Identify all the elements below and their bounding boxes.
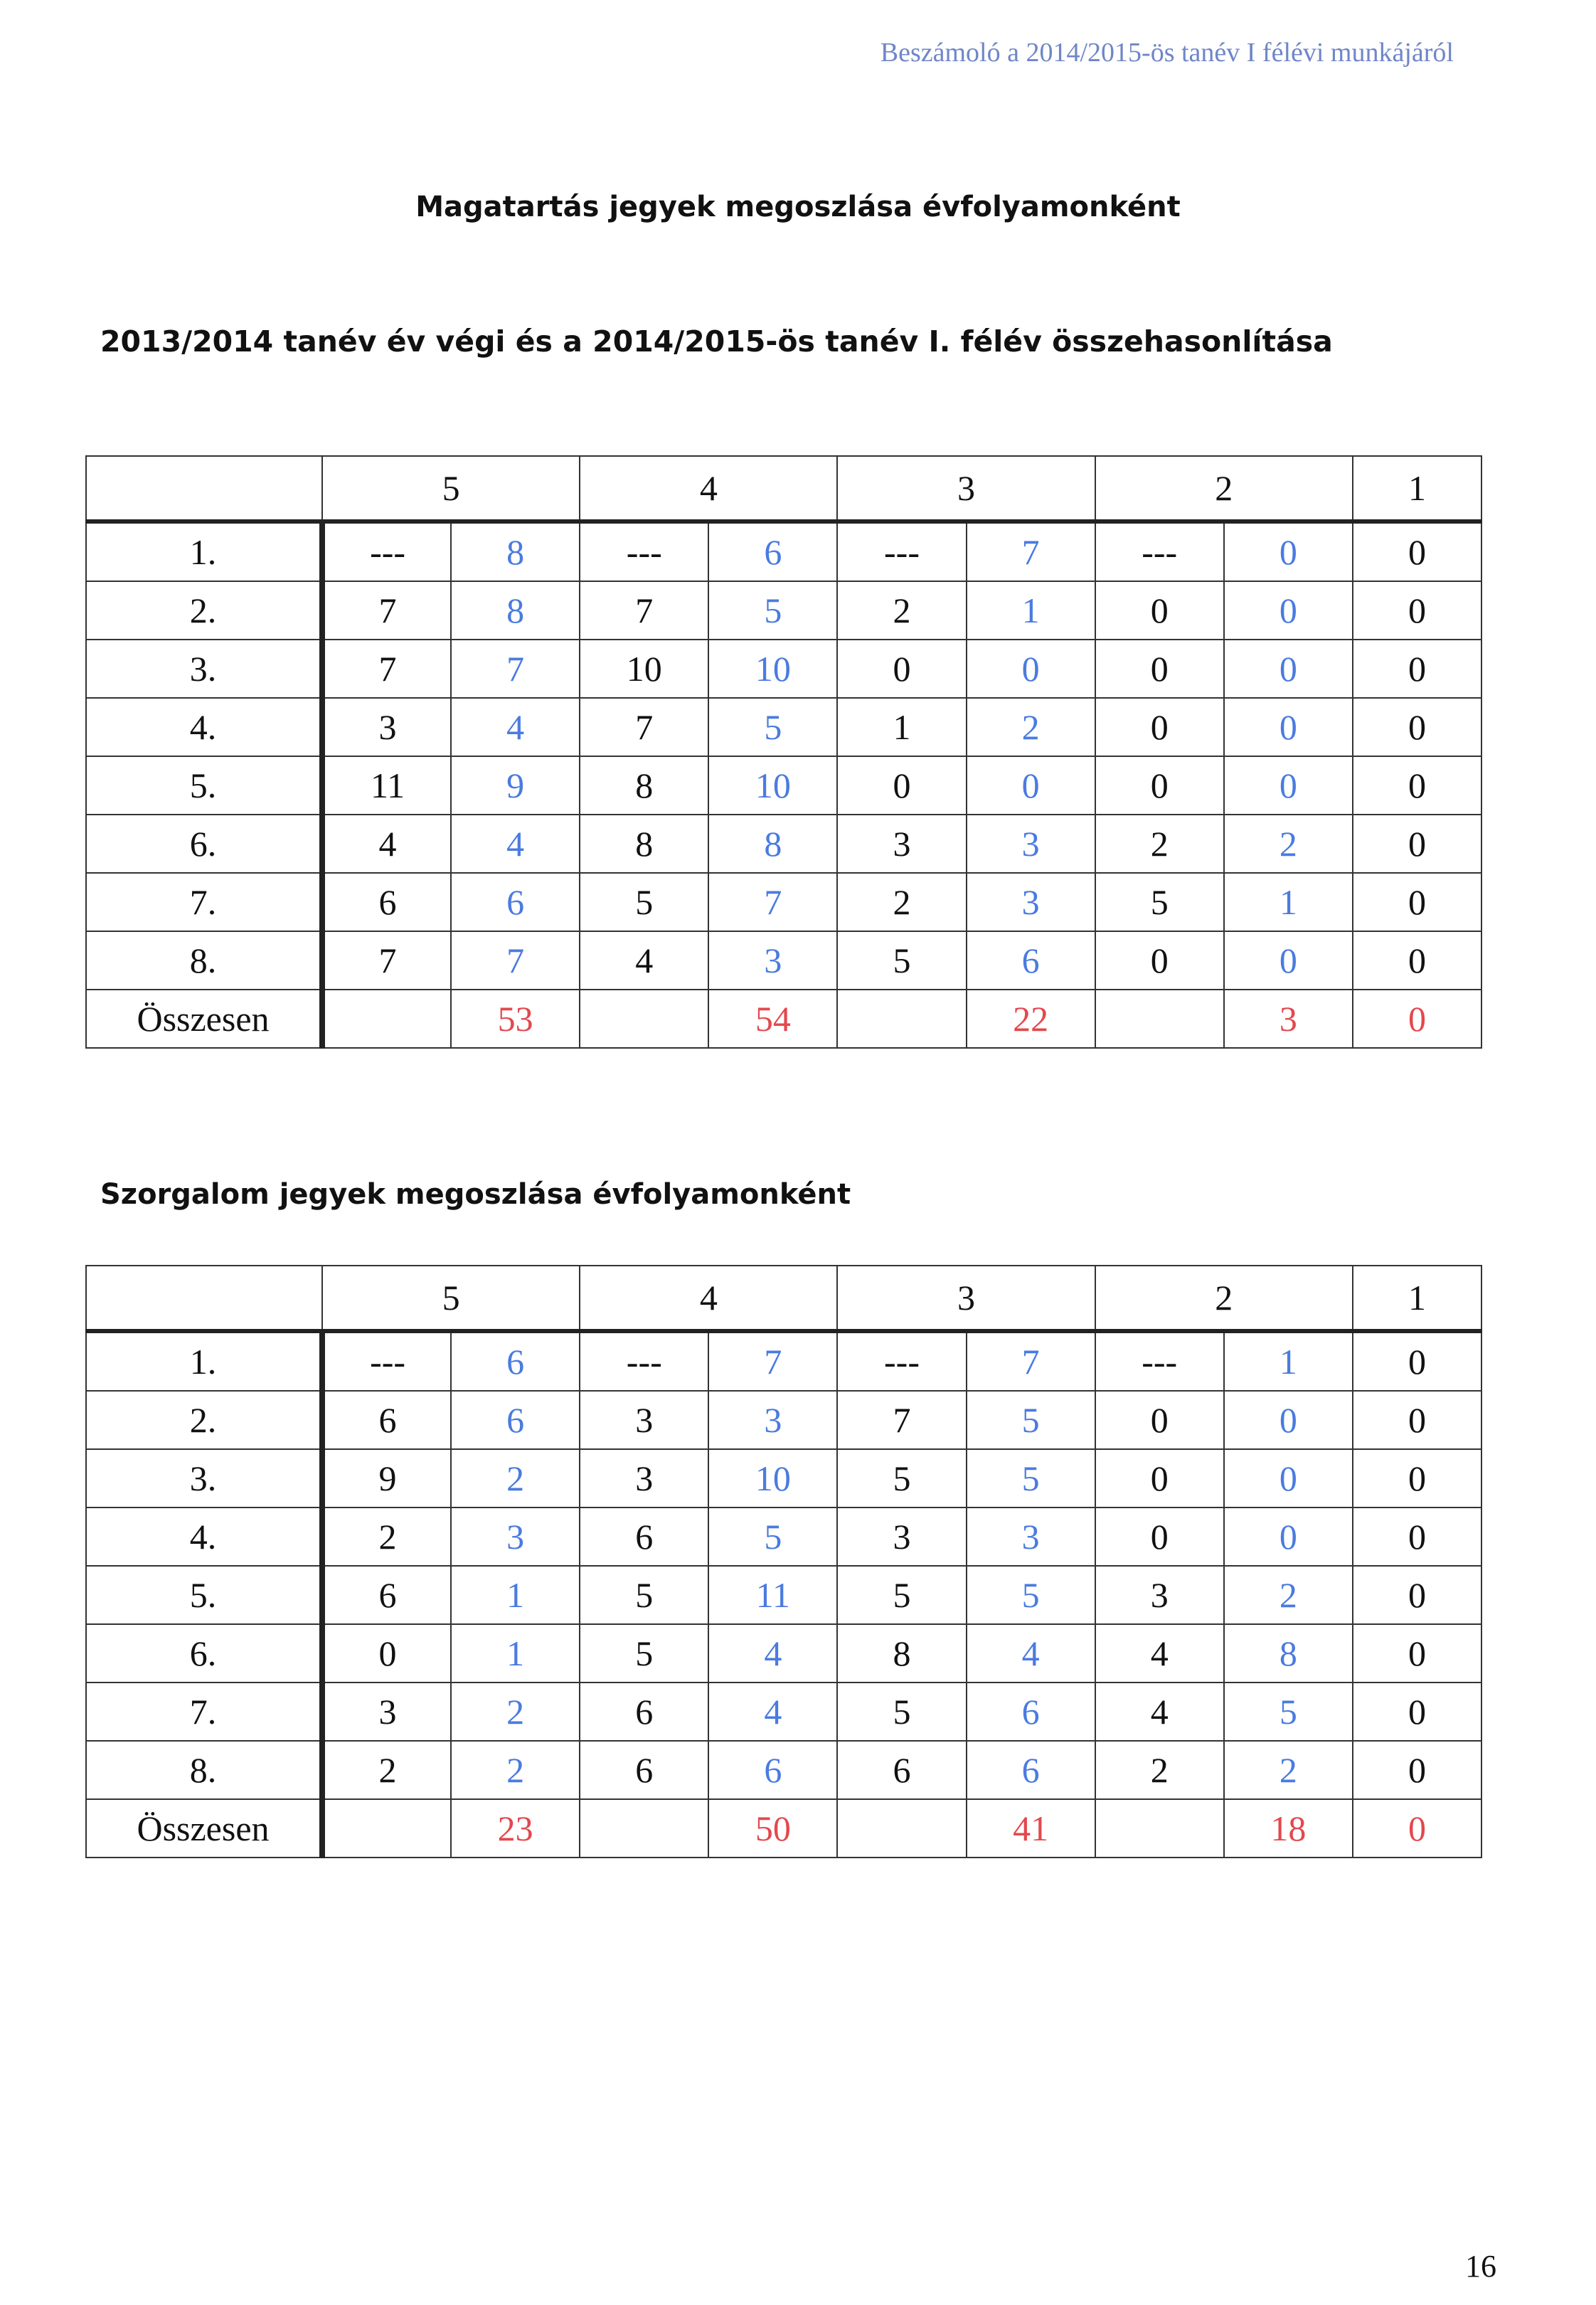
prev-year-count: --- [837,521,966,581]
grade-level-label: 5. [86,756,322,815]
prev-year-count: 10 [580,640,708,698]
current-term-count: 0 [1353,756,1481,815]
current-term-count: 7 [708,1331,837,1391]
current-term-count: 8 [451,521,580,581]
current-term-count: 5 [708,581,837,640]
current-term-count: 0 [1353,1624,1481,1683]
prev-year-count: 11 [322,756,451,815]
current-term-count: 3 [967,815,1095,873]
prev-year-count: 7 [322,640,451,698]
prev-year-count: 3 [837,815,966,873]
grade-level-label: 2. [86,581,322,640]
current-term-count: 0 [1353,1741,1481,1799]
current-term-count: 5 [1224,1683,1353,1741]
table-row [86,1331,1481,1391]
total-value: 54 [708,990,837,1048]
current-term-count: 6 [708,1741,837,1799]
current-term-count: 1 [1224,1331,1353,1391]
grade-level-label: 6. [86,1624,322,1683]
current-term-count: 0 [1353,1683,1481,1741]
current-term-count: 0 [1353,1507,1481,1566]
current-term-count: 2 [1224,815,1353,873]
current-term-count: 0 [967,756,1095,815]
prev-year-count: 6 [322,1566,451,1624]
current-term-count: 6 [708,521,837,581]
header-row [86,1266,1481,1331]
current-term-count: 6 [451,1391,580,1449]
grade-level-label: 4. [86,1507,322,1566]
current-term-count: 1 [451,1566,580,1624]
prev-year-count: 5 [837,1683,966,1741]
current-term-count: 0 [1224,1391,1353,1449]
table-row [86,873,1481,931]
current-term-count: 11 [708,1566,837,1624]
prev-year-count: 4 [1095,1683,1224,1741]
prev-year-count: 0 [1095,931,1224,990]
empty-cell [580,990,708,1048]
current-term-count: 2 [967,698,1095,756]
total-value: 3 [1224,990,1353,1048]
grade-level-label: 8. [86,931,322,990]
current-term-count: 2 [451,1683,580,1741]
current-term-count: 0 [1224,931,1353,990]
table-row [86,521,1481,581]
prev-year-count: 5 [837,931,966,990]
grade-header: 4 [580,456,837,521]
current-term-count: 5 [967,1391,1095,1449]
current-term-count: 0 [1224,756,1353,815]
prev-year-count: 4 [1095,1624,1224,1683]
grade-header: 1 [1353,456,1481,521]
prev-year-count: 4 [322,815,451,873]
prev-year-count: 5 [580,873,708,931]
table-row [86,581,1481,640]
table-row [86,1449,1481,1507]
current-term-count: 0 [1353,1331,1481,1391]
totals-row [86,1799,1481,1858]
grade-level-label: 3. [86,1449,322,1507]
current-term-count: 7 [451,931,580,990]
prev-year-count: 6 [837,1741,966,1799]
prev-year-count: 6 [322,873,451,931]
prev-year-count: --- [837,1331,966,1391]
prev-year-count: 6 [322,1391,451,1449]
current-term-count: 1 [1224,873,1353,931]
current-term-count: 10 [708,640,837,698]
prev-year-count: 0 [1095,1391,1224,1449]
grade-level-label: 2. [86,1391,322,1449]
current-term-count: 5 [708,1507,837,1566]
prev-year-count: 6 [580,1741,708,1799]
prev-year-count: 7 [322,931,451,990]
prev-year-count: 3 [322,1683,451,1741]
grade-header: 5 [322,456,580,521]
prev-year-count: 0 [322,1624,451,1683]
current-term-count: 6 [967,1683,1095,1741]
prev-year-count: --- [1095,521,1224,581]
total-value: 53 [451,990,580,1048]
prev-year-count: --- [1095,1331,1224,1391]
empty-cell [322,1799,451,1858]
total-value: 41 [967,1799,1095,1858]
prev-year-count: 2 [1095,1741,1224,1799]
empty-cell [837,1799,966,1858]
diligence-grades-table [85,1265,1482,1858]
grade-level-label: 4. [86,698,322,756]
prev-year-count: 0 [1095,756,1224,815]
table-row [86,1566,1481,1624]
total-label: Összesen [86,990,322,1048]
prev-year-count: 0 [1095,1449,1224,1507]
grade-level-label: 1. [86,521,322,581]
totals-row [86,990,1481,1048]
table-row [86,1391,1481,1449]
comparison-subtitle: 2013/2014 tanév év végi és a 2014/2015-ös tanév I. félév összehasonlítása [100,324,1333,359]
grade-header: 4 [580,1266,837,1331]
prev-year-count: 0 [1095,640,1224,698]
behavior-grades-table [85,455,1482,1049]
prev-year-count: 9 [322,1449,451,1507]
current-term-count: 3 [967,873,1095,931]
current-term-count: 0 [1224,698,1353,756]
prev-year-count: --- [580,521,708,581]
current-term-count: 0 [1353,1391,1481,1449]
current-term-count: 1 [451,1624,580,1683]
prev-year-count: 3 [322,698,451,756]
prev-year-count: 5 [837,1449,966,1507]
prev-year-count: 1 [837,698,966,756]
prev-year-count: 2 [837,873,966,931]
current-term-count: 7 [967,1331,1095,1391]
prev-year-count: 3 [580,1449,708,1507]
current-term-count: 2 [451,1741,580,1799]
total-value: 0 [1353,990,1481,1048]
current-term-count: 10 [708,1449,837,1507]
table-row [86,1624,1481,1683]
grade-header: 2 [1095,456,1353,521]
current-term-count: 1 [967,581,1095,640]
current-term-count: 0 [1353,698,1481,756]
table-row [86,756,1481,815]
current-term-count: 0 [1224,640,1353,698]
empty-cell [1095,1799,1224,1858]
corner-cell [86,1266,322,1331]
prev-year-count: 8 [580,756,708,815]
current-term-count: 6 [967,1741,1095,1799]
table-row [86,815,1481,873]
grade-header: 3 [837,456,1095,521]
current-term-count: 4 [708,1683,837,1741]
empty-cell [1095,990,1224,1048]
grade-level-label: 8. [86,1741,322,1799]
grade-level-label: 6. [86,815,322,873]
prev-year-count: 0 [1095,581,1224,640]
prev-year-count: 2 [322,1507,451,1566]
grade-header: 1 [1353,1266,1481,1331]
table-row [86,1507,1481,1566]
grade-header: 2 [1095,1266,1353,1331]
grade-level-label: 5. [86,1566,322,1624]
current-term-count: 5 [967,1449,1095,1507]
current-term-count: 4 [967,1624,1095,1683]
current-term-count: 8 [1224,1624,1353,1683]
table-row [86,1683,1481,1741]
prev-year-count: 2 [322,1741,451,1799]
current-term-count: 0 [967,640,1095,698]
current-term-count: 6 [451,1331,580,1391]
current-term-count: 0 [1224,1449,1353,1507]
prev-year-count: 5 [837,1566,966,1624]
total-value: 18 [1224,1799,1353,1858]
grade-header: 3 [837,1266,1095,1331]
current-term-count: 4 [708,1624,837,1683]
current-term-count: 5 [967,1566,1095,1624]
total-value: 50 [708,1799,837,1858]
prev-year-count: 0 [1095,698,1224,756]
current-term-count: 7 [967,521,1095,581]
behavior-title: Magatartás jegyek megoszlása évfolyamonként [415,191,1181,223]
current-term-count: 2 [1224,1566,1353,1624]
prev-year-count: 6 [580,1507,708,1566]
grade-level-label: 3. [86,640,322,698]
prev-year-count: 0 [837,640,966,698]
prev-year-count: --- [580,1331,708,1391]
current-term-count: 10 [708,756,837,815]
current-term-count: 0 [1353,815,1481,873]
prev-year-count: 2 [837,581,966,640]
prev-year-count: 7 [837,1391,966,1449]
prev-year-count: 8 [837,1624,966,1683]
current-term-count: 0 [1353,581,1481,640]
current-term-count: 3 [708,1391,837,1449]
page-header: Beszámoló a 2014/2015-ös tanév I félévi munkájáról [880,38,1454,68]
prev-year-count: 3 [837,1507,966,1566]
prev-year-count: 2 [1095,815,1224,873]
table-row [86,640,1481,698]
current-term-count: 4 [451,815,580,873]
prev-year-count: 6 [580,1683,708,1741]
current-term-count: 0 [1353,1566,1481,1624]
current-term-count: 4 [451,698,580,756]
current-term-count: 0 [1224,521,1353,581]
grade-level-label: 7. [86,1683,322,1741]
total-value: 22 [967,990,1095,1048]
current-term-count: 8 [708,815,837,873]
current-term-count: 2 [451,1449,580,1507]
prev-year-count: 4 [580,931,708,990]
corner-cell [86,456,322,521]
current-term-count: 6 [967,931,1095,990]
prev-year-count: 7 [322,581,451,640]
prev-year-count: 5 [580,1624,708,1683]
current-term-count: 6 [451,873,580,931]
table-row [86,931,1481,990]
total-label: Összesen [86,1799,322,1858]
current-term-count: 0 [1224,581,1353,640]
prev-year-count: 5 [580,1566,708,1624]
prev-year-count: 3 [580,1391,708,1449]
table-row [86,698,1481,756]
grade-level-label: 7. [86,873,322,931]
current-term-count: 0 [1353,521,1481,581]
diligence-title: Szorgalom jegyek megoszlása évfolyamonként [100,1178,851,1211]
current-term-count: 0 [1353,640,1481,698]
prev-year-count: 7 [580,581,708,640]
current-term-count: 7 [451,640,580,698]
current-term-count: 7 [708,873,837,931]
prev-year-count: 5 [1095,873,1224,931]
prev-year-count: 7 [580,698,708,756]
current-term-count: 2 [1224,1741,1353,1799]
current-term-count: 3 [967,1507,1095,1566]
prev-year-count: 3 [1095,1566,1224,1624]
prev-year-count: --- [322,521,451,581]
current-term-count: 0 [1353,931,1481,990]
grade-header: 5 [322,1266,580,1331]
header-row [86,456,1481,521]
prev-year-count: 0 [1095,1507,1224,1566]
total-value: 23 [451,1799,580,1858]
current-term-count: 5 [708,698,837,756]
grade-level-label: 1. [86,1331,322,1391]
current-term-count: 3 [708,931,837,990]
current-term-count: 3 [451,1507,580,1566]
empty-cell [837,990,966,1048]
prev-year-count: --- [322,1331,451,1391]
empty-cell [580,1799,708,1858]
current-term-count: 0 [1353,1449,1481,1507]
current-term-count: 8 [451,581,580,640]
prev-year-count: 0 [837,756,966,815]
current-term-count: 9 [451,756,580,815]
current-term-count: 0 [1224,1507,1353,1566]
current-term-count: 0 [1353,873,1481,931]
total-value: 0 [1353,1799,1481,1858]
page-number: 16 [1465,2249,1496,2284]
prev-year-count: 8 [580,815,708,873]
empty-cell [322,990,451,1048]
table-row [86,1741,1481,1799]
